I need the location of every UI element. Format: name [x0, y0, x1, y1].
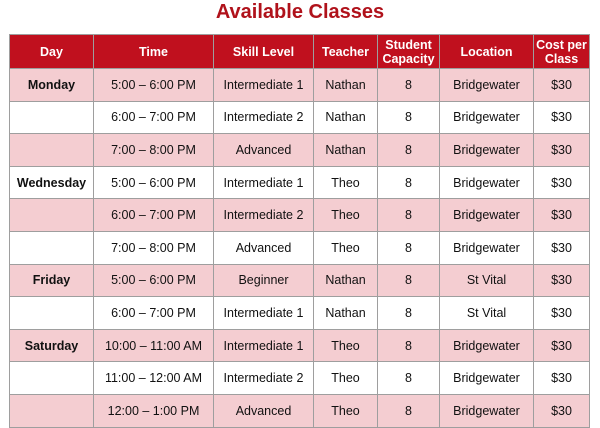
header-time: Time: [94, 35, 214, 69]
teacher-cell: Theo: [314, 231, 378, 264]
header-row: [10, 35, 590, 69]
header-location: Location: [440, 35, 534, 69]
skill-level-cell: Intermediate 2: [214, 362, 314, 395]
time-cell: 5:00 – 6:00 PM: [94, 69, 214, 102]
page-title: Available Classes: [215, 1, 385, 23]
capacity-cell: 8: [378, 264, 440, 297]
capacity-cell: 8: [378, 297, 440, 330]
time-cell: 6:00 – 7:00 PM: [94, 101, 214, 134]
capacity-cell: 8: [378, 329, 440, 362]
teacher-cell: Nathan: [314, 264, 378, 297]
location-cell: Bridgewater: [440, 166, 534, 199]
cost-cell: $30: [534, 329, 590, 362]
teacher-cell: Theo: [314, 329, 378, 362]
day-cell: [10, 297, 94, 330]
teacher-cell: Theo: [314, 362, 378, 395]
header-day: Day: [10, 35, 94, 69]
skill-level-cell: Advanced: [214, 134, 314, 167]
time-cell: 7:00 – 8:00 PM: [94, 134, 214, 167]
capacity-cell: 8: [378, 231, 440, 264]
teacher-cell: Nathan: [314, 101, 378, 134]
time-cell: 6:00 – 7:00 PM: [94, 199, 214, 232]
cost-cell: $30: [534, 134, 590, 167]
capacity-cell: 8: [378, 362, 440, 395]
skill-level-cell: Intermediate 1: [214, 329, 314, 362]
skill-level-cell: Intermediate 2: [214, 101, 314, 134]
day-cell: [10, 231, 94, 264]
table-row: [10, 297, 590, 330]
time-cell: 6:00 – 7:00 PM: [94, 297, 214, 330]
skill-level-cell: Intermediate 2: [214, 199, 314, 232]
time-cell: 12:00 – 1:00 PM: [94, 394, 214, 427]
table-row: [10, 329, 590, 362]
skill-level-cell: Intermediate 1: [214, 69, 314, 102]
day-cell: [10, 199, 94, 232]
skill-level-cell: Intermediate 1: [214, 166, 314, 199]
skill-level-cell: Advanced: [214, 394, 314, 427]
location-cell: Bridgewater: [440, 69, 534, 102]
day-cell: [10, 134, 94, 167]
day-cell: Friday: [10, 264, 94, 297]
location-cell: Bridgewater: [440, 134, 534, 167]
time-cell: 10:00 – 11:00 AM: [94, 329, 214, 362]
day-cell: [10, 362, 94, 395]
time-cell: 5:00 – 6:00 PM: [94, 264, 214, 297]
cost-cell: $30: [534, 362, 590, 395]
location-cell: Bridgewater: [440, 362, 534, 395]
skill-level-cell: Intermediate 1: [214, 297, 314, 330]
location-cell: Bridgewater: [440, 394, 534, 427]
cost-cell: $30: [534, 101, 590, 134]
table-row: [10, 199, 590, 232]
cost-cell: $30: [534, 394, 590, 427]
location-cell: St Vital: [440, 264, 534, 297]
table-row: [10, 69, 590, 102]
time-cell: 11:00 – 12:00 AM: [94, 362, 214, 395]
day-cell: [10, 101, 94, 134]
time-cell: 7:00 – 8:00 PM: [94, 231, 214, 264]
teacher-cell: Theo: [314, 166, 378, 199]
location-cell: Bridgewater: [440, 329, 534, 362]
cost-cell: $30: [534, 297, 590, 330]
header-skill-level: Skill Level: [214, 35, 314, 69]
time-cell: 5:00 – 6:00 PM: [94, 166, 214, 199]
cost-cell: $30: [534, 264, 590, 297]
day-cell: Wednesday: [10, 166, 94, 199]
cost-cell: $30: [534, 199, 590, 232]
location-cell: Bridgewater: [440, 199, 534, 232]
header-teacher: Teacher: [314, 35, 378, 69]
teacher-cell: Theo: [314, 199, 378, 232]
teacher-cell: Nathan: [314, 134, 378, 167]
table-row: [10, 231, 590, 264]
day-cell: [10, 394, 94, 427]
capacity-cell: 8: [378, 394, 440, 427]
capacity-cell: 8: [378, 199, 440, 232]
cost-cell: $30: [534, 69, 590, 102]
teacher-cell: Theo: [314, 394, 378, 427]
table-row: [10, 264, 590, 297]
cost-cell: $30: [534, 166, 590, 199]
header-student-capacity: Student Capacity: [378, 35, 440, 69]
table-row: [10, 362, 590, 395]
capacity-cell: 8: [378, 166, 440, 199]
header-cost-per-class: Cost per Class: [534, 35, 590, 69]
teacher-cell: Nathan: [314, 297, 378, 330]
skill-level-cell: Beginner: [214, 264, 314, 297]
table-row: [10, 166, 590, 199]
location-cell: St Vital: [440, 297, 534, 330]
day-cell: Saturday: [10, 329, 94, 362]
cost-cell: $30: [534, 231, 590, 264]
teacher-cell: Nathan: [314, 69, 378, 102]
capacity-cell: 8: [378, 101, 440, 134]
table-row: [10, 101, 590, 134]
capacity-cell: 8: [378, 134, 440, 167]
location-cell: Bridgewater: [440, 101, 534, 134]
day-cell: Monday: [10, 69, 94, 102]
skill-level-cell: Advanced: [214, 231, 314, 264]
class-schedule-table: [9, 34, 590, 428]
capacity-cell: 8: [378, 69, 440, 102]
table-row: [10, 134, 590, 167]
table-row: [10, 394, 590, 427]
location-cell: Bridgewater: [440, 231, 534, 264]
